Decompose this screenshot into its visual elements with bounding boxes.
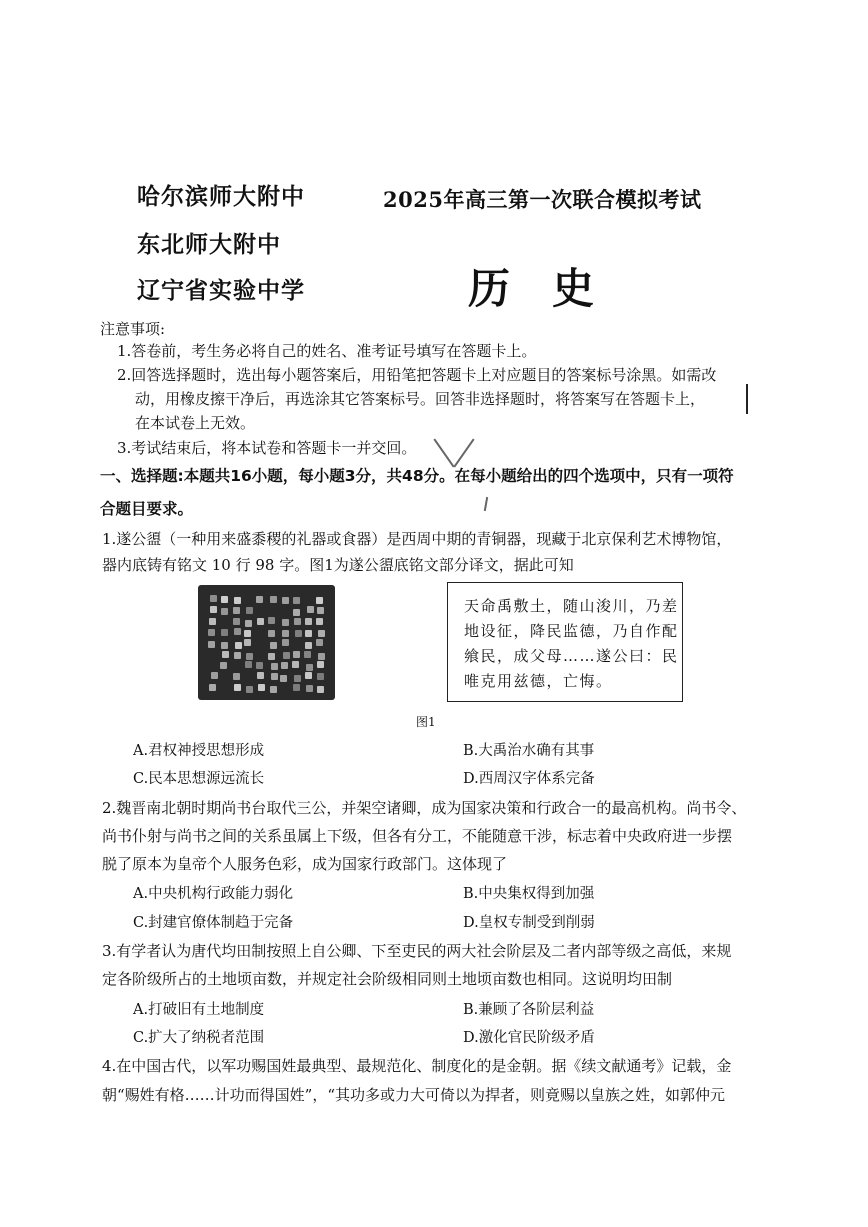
- rubbing-glyph: [306, 685, 313, 692]
- figure-caption: 图1: [416, 715, 436, 729]
- q2-option-a[interactable]: A.中央机构行政能力弱化: [133, 886, 294, 902]
- rubbing-glyph: [304, 651, 311, 658]
- rubbing-glyph: [208, 641, 215, 648]
- rubbing-glyph: [317, 661, 324, 668]
- question-3-stem-2: 定各阶级所占的土地顷亩数，并规定社会阶级相同则土地顷亩数也相同。这说明均田制: [102, 970, 673, 988]
- rubbing-glyph: [293, 684, 300, 691]
- rubbing-glyph: [208, 629, 215, 636]
- school-name-2: 东北师大附中: [137, 232, 281, 258]
- section-title: 一、选择题:本题共16小题，每小题3分，共48分。在每小题给出的四个选项中，只有一项符: [100, 467, 734, 485]
- rubbing-glyph: [318, 630, 325, 637]
- rubbing-glyph: [233, 607, 240, 614]
- rubbing-glyph: [292, 661, 299, 668]
- rubbing-glyph: [317, 686, 324, 693]
- rubbing-glyph: [270, 686, 277, 693]
- note-line-1: 1.答卷前，考生务必将自己的姓名、准考证号填写在答题卡上。: [117, 342, 537, 360]
- rubbing-glyph: [221, 608, 228, 615]
- rubbing-glyph: [271, 663, 278, 670]
- rubbing-glyph: [233, 673, 240, 680]
- rubbing-glyph: [257, 672, 264, 679]
- rubbing-glyph: [270, 596, 277, 603]
- rubbing-glyph: [293, 597, 300, 604]
- inscription-line-1: 天命禹敷土，随山浚川，乃差: [464, 597, 679, 615]
- rubbing-glyph: [220, 662, 227, 669]
- rubbing-glyph: [210, 595, 217, 602]
- q1-option-a[interactable]: A.君权神授思想形成: [133, 743, 265, 759]
- note-line-2: 2.回答选择题时，选出每小题答案后，用铅笔把答题卡上对应题目的答案标号涂黑。如需改: [117, 366, 717, 384]
- rubbing-glyph: [280, 675, 287, 682]
- q3-option-d[interactable]: D.激化官民阶级矛盾: [463, 1030, 595, 1046]
- rubbing-glyph: [281, 662, 288, 669]
- q2-option-b[interactable]: B.中央集权得到加强: [463, 886, 595, 902]
- question-1-stem-2: 器内底铸有铭文 10 行 98 字。图1为遂公盨底铭文部分译文，据此可知: [102, 556, 574, 574]
- rubbing-glyph: [305, 642, 312, 649]
- rubbing-glyph: [293, 609, 300, 616]
- rubbing-glyph: [293, 651, 300, 658]
- rubbing-glyph: [306, 664, 313, 671]
- rubbing-glyph: [307, 606, 314, 613]
- inscription-translation-box: [447, 582, 683, 702]
- rubbing-glyph: [234, 628, 241, 635]
- rubbing-glyph: [305, 618, 312, 625]
- rubbing-glyph: [316, 639, 323, 646]
- question-3-stem-1: 3.有学者认为唐代均田制按照上自公卿、下至吏民的两大社会阶层及二者内部等级之高低，来规: [102, 942, 732, 960]
- pen-mark: [484, 497, 488, 511]
- q3-option-b[interactable]: B.兼顾了各阶层利益: [463, 1002, 595, 1018]
- rubbing-glyph: [244, 630, 251, 637]
- inscription-line-2: 地设征，降民监德，乃自作配: [464, 622, 679, 640]
- section-title-cont: 合题目要求。: [100, 500, 194, 518]
- rubbing-glyph: [234, 684, 241, 691]
- notes-heading: 注意事项:: [100, 320, 166, 338]
- rubbing-glyph: [246, 653, 253, 660]
- rubbing-glyph: [257, 618, 264, 625]
- rubbing-glyph: [317, 673, 324, 680]
- rubbing-glyph: [283, 652, 290, 659]
- q2-option-d[interactable]: D.皇权专制受到削弱: [463, 915, 595, 931]
- note-line-4: 在本试卷上无效。: [135, 414, 256, 432]
- rubbing-glyph: [221, 596, 228, 603]
- rubbing-glyph: [294, 675, 301, 682]
- question-4-stem-1: 4.在中国古代，以军功赐国姓最典型、最规范化、制度化的是金朝。据《续文献通考》记载，金: [102, 1057, 732, 1075]
- q1-option-d[interactable]: D.西周汉字体系完备: [463, 771, 595, 787]
- rubbing-glyph: [256, 596, 263, 603]
- rubbing-glyph: [268, 630, 275, 637]
- rubbing-glyph: [316, 597, 323, 604]
- rubbing-glyph: [316, 618, 323, 625]
- rubbing-glyph: [256, 662, 263, 669]
- question-2-stem-3: 脱了原本为皇帝个人服务色彩，成为国家行政部门。这体现了: [102, 855, 508, 873]
- school-name-3: 辽宁省实验中学: [137, 278, 305, 304]
- rubbing-glyph: [318, 653, 325, 660]
- rubbing-glyph: [268, 617, 275, 624]
- inscription-rubbing-image: [198, 585, 335, 700]
- q2-option-c[interactable]: C.封建官僚体制趋于完备: [133, 915, 294, 931]
- rubbing-glyph: [271, 673, 278, 680]
- rubbing-glyph: [246, 607, 253, 614]
- inscription-line-4: 唯克用兹德，亡悔。: [464, 672, 613, 690]
- rubbing-glyph: [235, 642, 242, 649]
- rubbing-glyph: [282, 619, 289, 626]
- rubbing-glyph: [211, 672, 218, 679]
- q1-option-c[interactable]: C.民本思想源远流长: [133, 771, 265, 787]
- rubbing-glyph: [244, 639, 251, 646]
- rubbing-glyph: [295, 630, 302, 637]
- rubbing-glyph: [270, 642, 277, 649]
- rubbing-glyph: [282, 630, 289, 637]
- rubbing-glyph: [268, 653, 275, 660]
- rubbing-glyph: [209, 684, 216, 691]
- rubbing-glyph: [245, 620, 252, 627]
- rubbing-glyph: [282, 639, 289, 646]
- note-line-3: 动，用橡皮擦干净后，再选涂其它答案标号。回答非选择题时，将答案写在答题卡上，: [135, 390, 706, 408]
- q1-option-b[interactable]: B.大禹治水确有其事: [463, 743, 595, 759]
- rubbing-glyph: [234, 597, 241, 604]
- subject-title: 历史: [468, 264, 637, 313]
- rubbing-glyph: [233, 618, 240, 625]
- rubbing-glyph: [222, 651, 229, 658]
- rubbing-glyph: [258, 684, 265, 691]
- rubbing-glyph: [294, 618, 301, 625]
- inscription-line-3: 飨民，成父母……遂公曰：民: [464, 647, 679, 665]
- rubbing-glyph: [246, 686, 253, 693]
- rubbing-glyph: [305, 672, 312, 679]
- question-1-stem-1: 1.遂公盨（一种用来盛黍稷的礼器或食器）是西周中期的青铜器，现藏于北京保利艺术博物馆，: [102, 530, 732, 548]
- exam-title: 2025年高三第一次联合模拟考试: [383, 187, 702, 212]
- q3-option-c[interactable]: C.扩大了纳税者范围: [133, 1030, 265, 1046]
- question-2-stem-2: 尚书仆射与尚书之间的关系虽属上下级，但各有分工，不能随意干涉，标志着中央政府进一步摆: [102, 827, 733, 845]
- question-2-stem-1: 2.魏晋南北朝时期尚书台取代三公，并架空诸卿，成为国家决策和行政合一的最高机构。尚书令、: [102, 799, 747, 817]
- rubbing-glyph: [221, 629, 228, 636]
- rubbing-glyph: [305, 630, 312, 637]
- margin-mark: [746, 384, 748, 414]
- rubbing-glyph: [234, 652, 241, 659]
- rubbing-glyph: [221, 642, 228, 649]
- rubbing-glyph: [245, 661, 252, 668]
- question-4-stem-2: 朝“赐姓有格……计功而得国姓”，“其功多或力大可倚以为捍者，则竟赐以皇族之姓，如郭仲元: [102, 1086, 726, 1104]
- rubbing-glyph: [317, 607, 324, 614]
- rubbing-glyph: [209, 618, 216, 625]
- rubbing-glyph: [282, 597, 289, 604]
- q3-option-a[interactable]: A.打破旧有土地制度: [133, 1002, 265, 1018]
- note-line-5: 3.考试结束后，将本试卷和答题卡一并交回。: [117, 439, 417, 457]
- school-name-1: 哈尔滨师大附中: [137, 184, 305, 210]
- rubbing-glyph: [210, 606, 217, 613]
